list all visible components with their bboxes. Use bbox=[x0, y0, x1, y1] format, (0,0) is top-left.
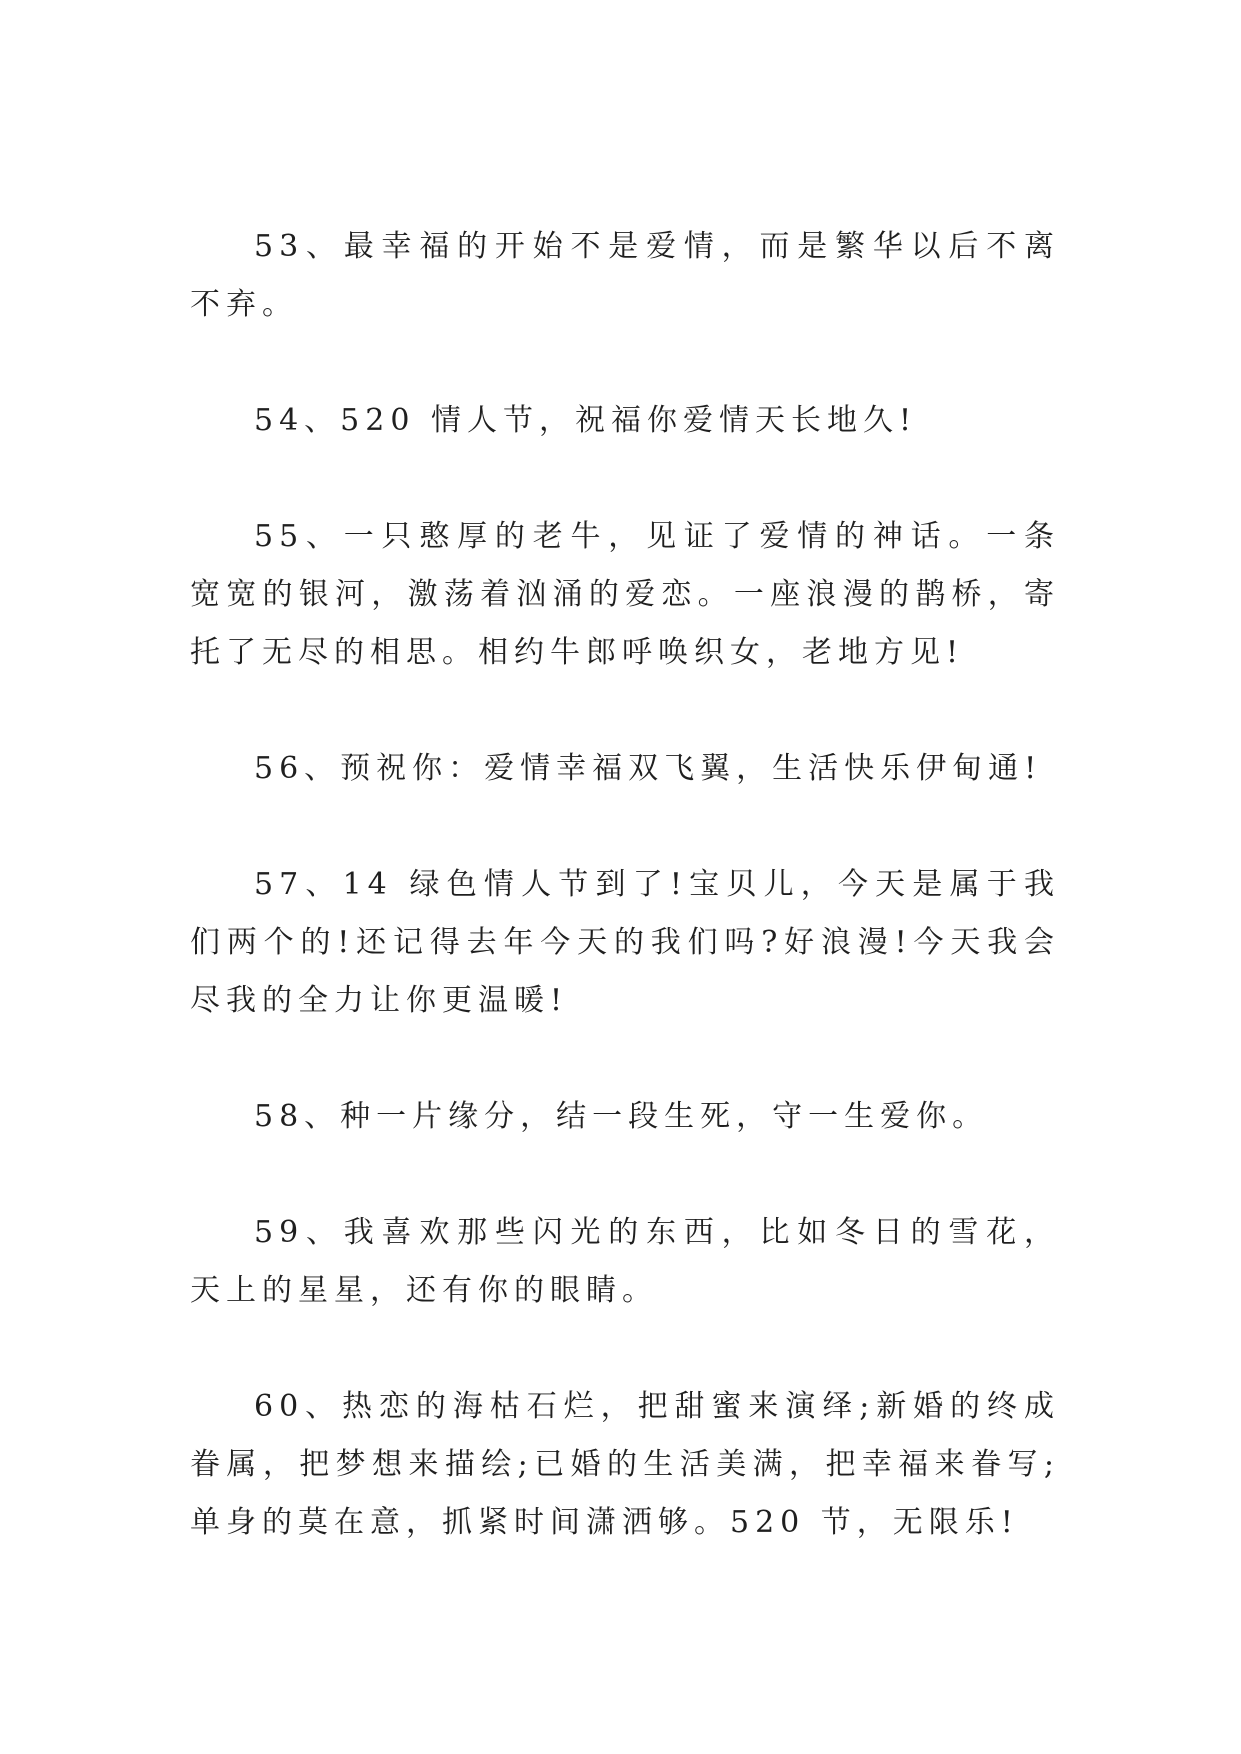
paragraph-54: 54、520 情人节，祝福你爱情天长地久! bbox=[254, 403, 918, 438]
paragraph-53: 53、最幸福的开始不是爱情，而是繁华以后不离不弃。 bbox=[190, 229, 1060, 322]
paragraph-59: 59、我喜欢那些闪光的东西，比如冬日的雪花，天上的星星，还有你的眼睛。 bbox=[190, 1215, 1060, 1308]
paragraph-57: 57、14 绿色情人节到了!宝贝儿，今天是属于我们两个的!还记得去年今天的我们吗?好浪漫!今天我会尽我的全力让你更温暖! bbox=[190, 867, 1060, 1018]
paragraph-60: 60、热恋的海枯石烂，把甜蜜来演绎;新婚的终成眷属，把梦想来描绘;已婚的生活美满，把幸福来眷写;单身的莫在意，抓紧时间潇洒够。520 节，无限乐! bbox=[190, 1389, 1060, 1540]
paragraph-56: 56、预祝你：爱情幸福双飞翼，生活快乐伊甸通! bbox=[254, 751, 1043, 786]
paragraph-55: 55、一只憨厚的老牛，见证了爱情的神话。一条宽宽的银河，激荡着汹涌的爱恋。一座浪漫的鹊桥，寄托了无尽的相思。相约牛郎呼唤织女，老地方见! bbox=[190, 519, 1060, 670]
document-body bbox=[190, 218, 1060, 1610]
paragraph-58: 58、种一片缘分，结一段生死，守一生爱你。 bbox=[254, 1099, 989, 1134]
